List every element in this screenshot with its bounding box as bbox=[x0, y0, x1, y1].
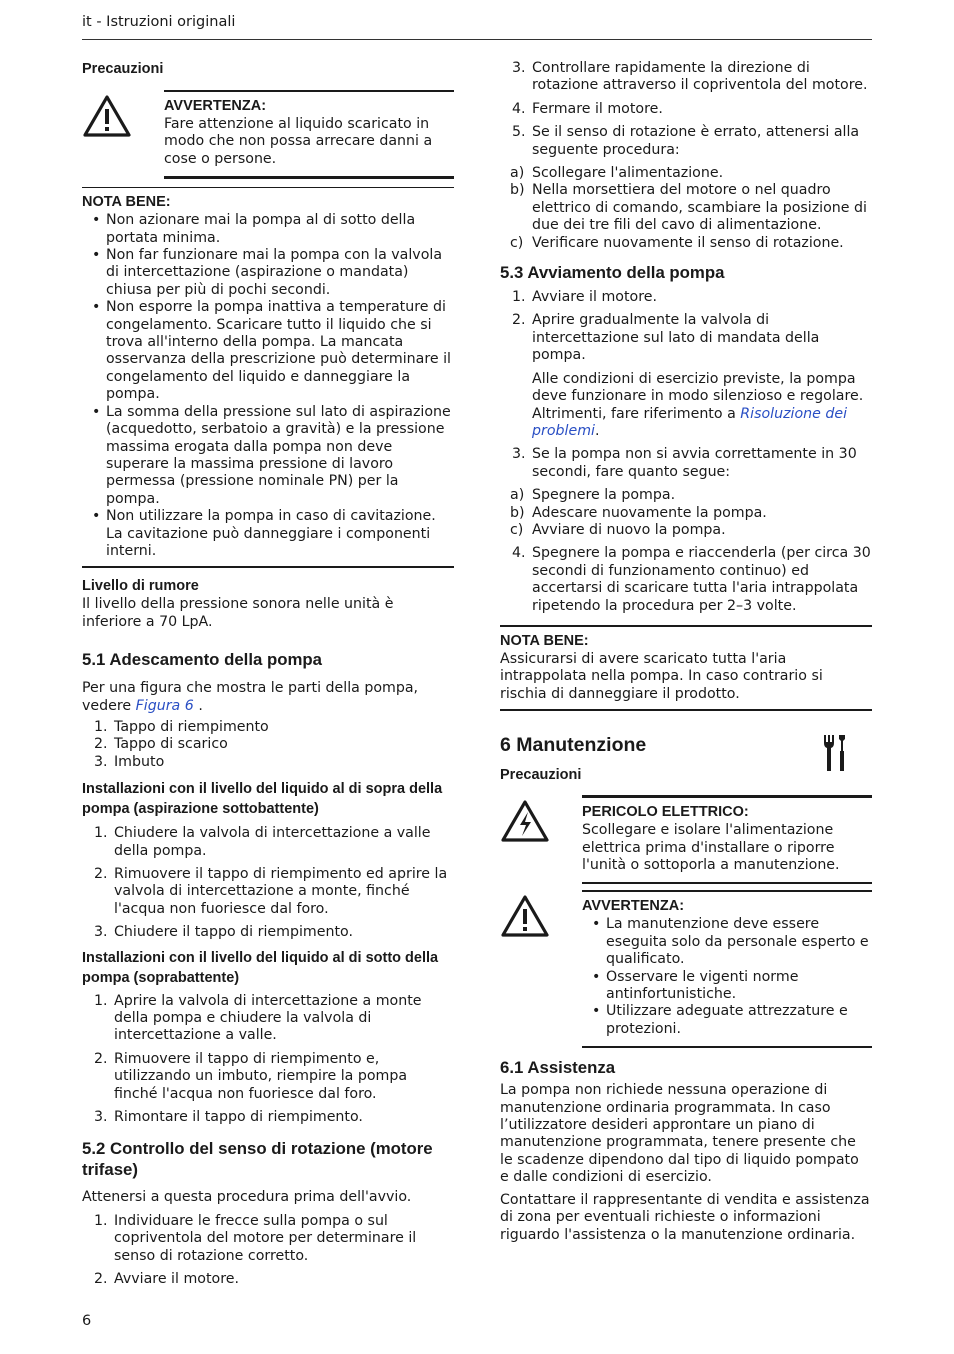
list-item: 1. Aprire la valvola di intercettazione a monte della pompa e chiudere la valvola di intercettazione a valle. bbox=[94, 992, 422, 1044]
note-box bbox=[82, 187, 454, 568]
startup-steps-continued bbox=[500, 545, 872, 615]
page-header bbox=[82, 14, 872, 40]
maintenance-precautions-heading: Precauzioni bbox=[500, 767, 582, 784]
parts-list bbox=[82, 719, 454, 771]
header-text: it - Istruzioni originali bbox=[82, 14, 236, 30]
note-title: NOTA BENE: bbox=[82, 194, 171, 211]
list-item: c) Verificare nuovamente il senso di rotazione. bbox=[510, 234, 844, 251]
section-5-1-heading: 5.1 Adescamento della pompa bbox=[82, 650, 322, 670]
list-item: • Non far funzionare mai la pompa con la valvola di intercettazione (aspirazione o mandata) chiusa per più di pochi secondi. bbox=[82, 247, 454, 299]
list-item: 2. Tappo di scarico bbox=[94, 736, 228, 753]
list-item: 2. Rimuovere il tappo di riempimento e, utilizzando un imbuto, riempire la pompa finché l'acqua non fuoriesce dal foro. bbox=[94, 1050, 408, 1102]
chapter-6-heading: 6 Manutenzione bbox=[500, 734, 647, 757]
precautions-heading: Precauzioni bbox=[82, 61, 164, 77]
list-item: 5. Se il senso di rotazione è errato, attenersi alla seguente procedura: bbox=[512, 124, 860, 158]
maintenance-warning-title: AVVERTENZA: bbox=[582, 898, 685, 915]
list-item: 2. Avviare il motore. bbox=[94, 1271, 239, 1288]
above-level-heading: Installazioni con il livello del liquido al di sopra della pompa (aspirazione sottobattente) bbox=[82, 781, 443, 818]
section-6-1-heading: 6.1 Assistenza bbox=[500, 1058, 616, 1078]
rotation-steps bbox=[82, 1213, 454, 1289]
below-level-steps bbox=[82, 993, 454, 1127]
list-item: a) Scollegare l'alimentazione. bbox=[510, 165, 724, 182]
note-box bbox=[500, 625, 872, 711]
maintenance-warning-callout bbox=[500, 890, 872, 1048]
section-5-2-heading: 5.2 Controllo del senso di rotazione (motore trifase) bbox=[82, 1139, 433, 1180]
list-item: 3. Controllare rapidamente la direzione di rotazione attraverso il copriventola del motore. bbox=[512, 60, 868, 94]
page-number: 6 bbox=[82, 1313, 92, 1329]
list-item: • Non azionare mai la pompa al di sotto della portata minima. bbox=[82, 212, 454, 247]
electric-hazard-callout bbox=[500, 795, 872, 884]
section-5-3-heading: 5.3 Avviamento della pompa bbox=[500, 263, 725, 283]
note-list bbox=[82, 212, 454, 560]
assistance-paragraph-2: Contattare il rappresentante di vendita e assistenza di zona per eventuali richieste o informazioni riguardo l'assistenza o la manutenzione ordinaria. bbox=[500, 1191, 870, 1243]
list-item: 2. Rimuovere il tappo di riempimento ed aprire la valvola di intercettazione a monte, finché l'acqua non fuoriesce dal foro. bbox=[94, 866, 448, 917]
list-item: 4. Spegnere la pompa e riaccenderla (per circa 30 secondi di funzionamento continuo) ed accertarsi di scaricare tutta l'aria intrappolata ripetendo la procedura per 2–3 volte. bbox=[512, 545, 871, 614]
rotation-steps-continued bbox=[500, 60, 872, 159]
list-item: 1. Avviare il motore. bbox=[512, 289, 657, 306]
list-item: b) Adescare nuovamente la pompa. bbox=[510, 504, 767, 521]
right-column bbox=[500, 58, 872, 1244]
electric-hazard-icon bbox=[500, 795, 582, 884]
list-item: 3. Imbuto bbox=[94, 753, 165, 770]
rotation-substeps bbox=[500, 165, 872, 252]
list-item: 3. Rimontare il tappo di riempimento. bbox=[94, 1109, 363, 1126]
tools-icon bbox=[820, 733, 848, 773]
list-item: 1. Individuare le frecce sulla pompa o sul copriventola del motore per determinare il senso di rotazione corretto. bbox=[94, 1212, 417, 1264]
list-item: 2. Aprire gradualmente la valvola di intercettazione sul lato di mandata della pompa. Alle condizioni di esercizio previste, la pompa deve funzionare in modo silenzioso e regolare. Altrimenti, fare riferimento a Risoluzione dei problemi. bbox=[500, 312, 872, 440]
list-item: • La somma della pressione sul lato di aspirazione (acquedotto, serbatoio a gravità) e la pressione massima erogata dalla pompa non deve superare la massima pressione di lavoro permessa (pressione nominale PN) per la pompa. bbox=[82, 404, 454, 508]
maintenance-warning-body bbox=[582, 890, 872, 1048]
warning-triangle-icon bbox=[500, 890, 582, 1048]
list-item: 4. Fermare il motore. bbox=[512, 100, 663, 117]
left-column bbox=[82, 58, 454, 1295]
list-item: b) Nella morsettiera del motore o nel quadro elettrico di comando, scambiare la posizione di due dei tre fili del cavo di alimentazione. bbox=[510, 182, 867, 234]
above-level-steps bbox=[82, 825, 454, 941]
figure-6-link[interactable]: Figura 6 bbox=[135, 697, 194, 714]
list-item: 1. Chiudere la valvola di intercettazione a valle della pompa. bbox=[94, 825, 431, 859]
list-item: 3. Chiudere il tappo di riempimento. bbox=[94, 924, 353, 941]
assistance-paragraph-1: La pompa non richiede nessuna operazione di manutenzione ordinaria programmata. In caso l’utilizzatore desideri approntare un piano di manutenzione programmata, tenere presente che le scadenze dipendono dal tipo di liquido pompato e dalle condizioni di esercizio. bbox=[500, 1082, 859, 1186]
list-item: 3. Se la pompa non si avvia correttamente in 30 secondi, fare quanto segue: bbox=[512, 446, 857, 480]
warning-title: AVVERTENZA: bbox=[164, 98, 267, 114]
below-level-heading: Installazioni con il livello del liquido al di sotto della pompa (soprabattente) bbox=[82, 949, 439, 986]
noise-heading: Livello di rumore bbox=[82, 578, 199, 595]
note-text: Assicurarsi di avere scaricato tutta l'aria intrappolata nella pompa. In caso contrario si rischia di danneggiare il prodotto. bbox=[500, 650, 823, 702]
chapter-6-header bbox=[500, 733, 872, 763]
warning-callout bbox=[82, 90, 454, 179]
electric-hazard-text: Scollegare e isolare l'alimentazione elettrica prima d'installare o riporre l'unità o sottoporla a manutenzione. bbox=[582, 822, 840, 873]
list-item: c) Avviare di nuovo la pompa. bbox=[510, 521, 726, 538]
noise-text: Il livello della pressione sonora nelle unità è inferiore a 70 LpA. bbox=[82, 596, 394, 630]
note-title: NOTA BENE: bbox=[500, 632, 589, 649]
warning-text: Fare attenzione al liquido scaricato in modo che non possa arrecare danni a cose o persone. bbox=[164, 116, 433, 167]
step-2-extra-text: Alle condizioni di esercizio previste, la pompa deve funzionare in modo silenzioso e regolare. Altrimenti, fare riferimento a Risoluzione dei problemi. bbox=[532, 370, 864, 439]
warning-body bbox=[164, 90, 454, 179]
list-item: • Non utilizzare la pompa in caso di cavitazione. La cavitazione può danneggiare i componenti interni. bbox=[82, 508, 454, 560]
startup-substeps bbox=[500, 487, 872, 539]
list-item: • La manutenzione deve essere eseguita solo da personale esperto e qualificato. bbox=[582, 916, 872, 968]
list-item: a) Spegnere la pompa. bbox=[510, 487, 676, 504]
troubleshooting-link[interactable]: Risoluzione dei problemi bbox=[532, 405, 848, 439]
startup-steps bbox=[500, 289, 872, 481]
warning-triangle-icon bbox=[82, 90, 164, 179]
list-item: • Non esporre la pompa inattiva a temperature di congelamento. Scaricare tutto il liquido che si trova all'interno della pompa. La mancata osservanza della prescrizione può determinare il congelamento del liquido e danneggiare la pompa. bbox=[82, 299, 454, 403]
list-item: • Osservare le vigenti norme antinfortunistiche. bbox=[582, 969, 872, 1004]
electric-hazard-title: PERICOLO ELETTRICO: bbox=[582, 804, 749, 821]
maintenance-warning-list bbox=[582, 916, 872, 1038]
section-5-2-intro: Attenersi a questa procedura prima dell'avvio. bbox=[82, 1189, 412, 1206]
list-item: 1. Tappo di riempimento bbox=[94, 718, 269, 735]
electric-hazard-body bbox=[582, 795, 872, 884]
figure-reference-text: Per una figura che mostra le parti della pompa, vedere Figura 6 . bbox=[82, 680, 419, 714]
list-item: • Utilizzare adeguate attrezzature e protezioni. bbox=[582, 1003, 872, 1038]
